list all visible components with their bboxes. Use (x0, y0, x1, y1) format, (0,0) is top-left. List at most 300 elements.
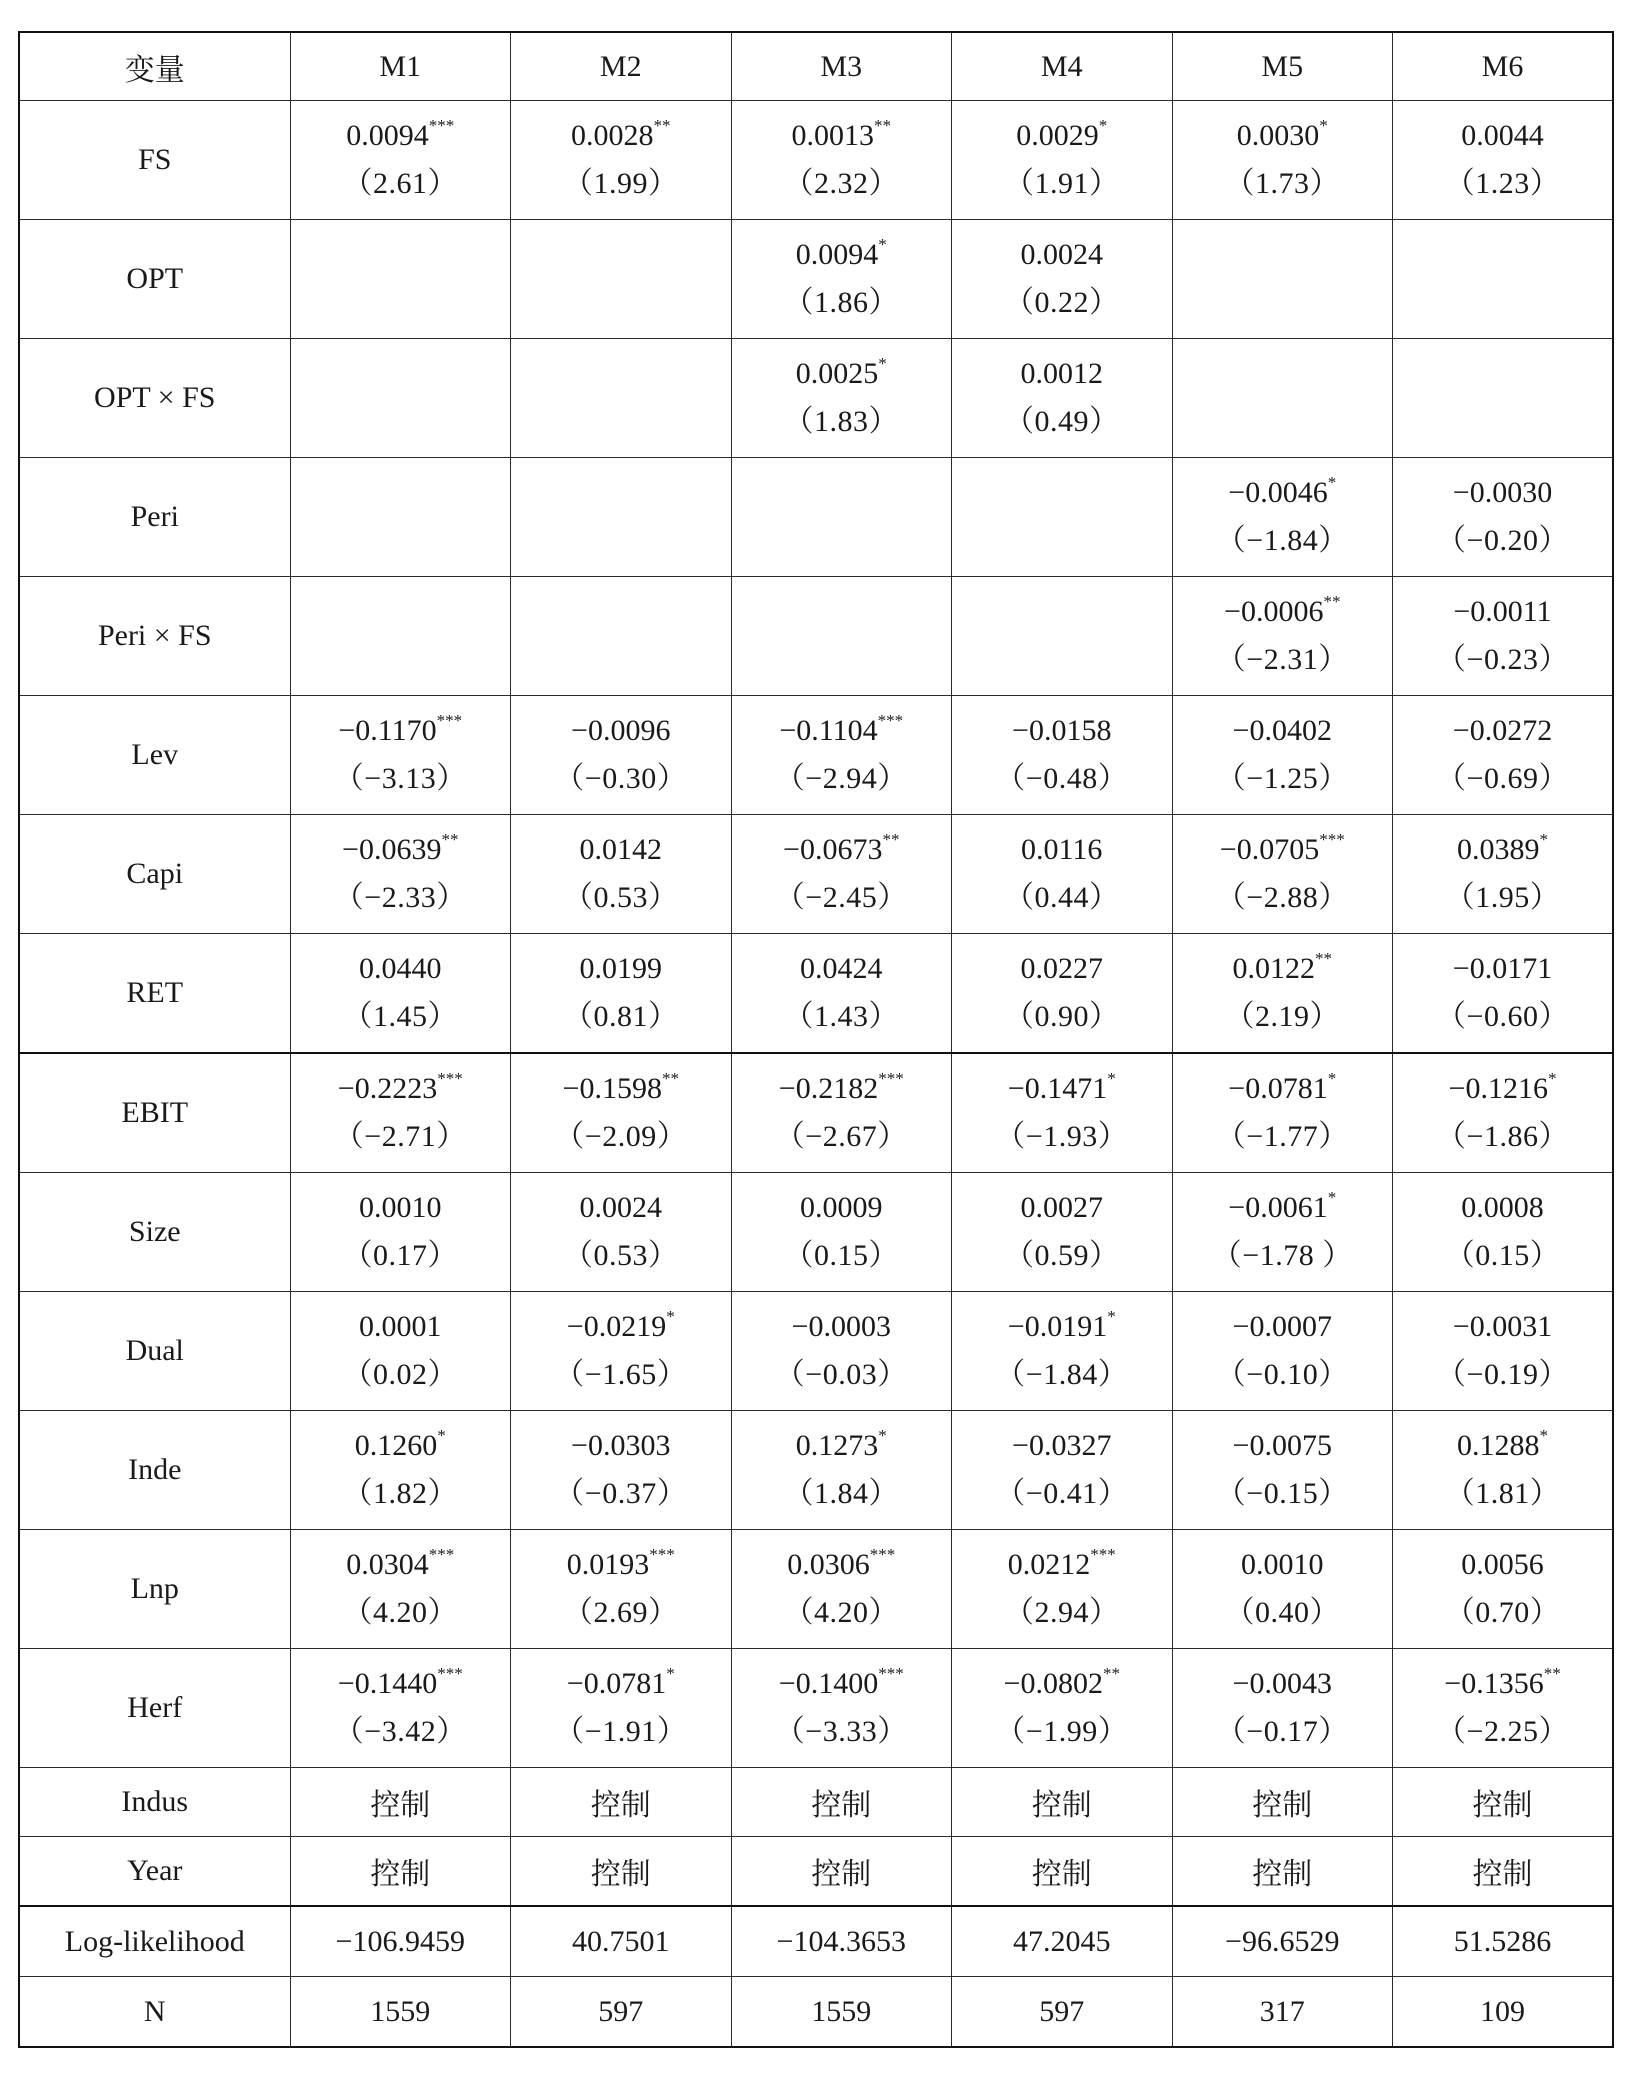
statistic-label: Log-likelihood (19, 1906, 290, 1977)
significance-stars: * (878, 235, 887, 254)
significance-stars: * (437, 1426, 446, 1445)
variable-label: OPT (19, 220, 290, 339)
t-statistic: （1.95） (1444, 881, 1561, 914)
t-statistic: （1.91） (1004, 167, 1120, 200)
coefficient-cell (511, 934, 732, 1054)
coefficient-cell (731, 1530, 952, 1649)
control-value: 控制 (811, 1857, 872, 1892)
coefficient-line (1453, 714, 1552, 748)
coefficient-value: −0.1170 (338, 714, 437, 747)
coefficient-line (787, 1545, 896, 1582)
coefficient-cell (731, 1053, 952, 1173)
coefficient-cell (1393, 1649, 1614, 1768)
t-statistic: （−0.30） (554, 762, 688, 795)
statistic-value: 40.7501 (511, 1906, 732, 1977)
t-statistic: （−0.03） (774, 1358, 908, 1391)
variable-label: RET (19, 934, 290, 1054)
coefficient-value: 0.0193 (566, 1548, 650, 1581)
coefficient-cell (290, 1411, 511, 1530)
coefficient-value: 0.0306 (787, 1548, 870, 1581)
coefficient-cell (511, 339, 732, 458)
t-statistic: （−0.60） (1436, 1000, 1569, 1033)
coefficient-line (562, 1069, 679, 1106)
statistic-value: 317 (1172, 1977, 1393, 2048)
significance-stars: ** (1323, 592, 1341, 611)
t-statistic: （1.43） (783, 1000, 899, 1033)
t-statistic: （1.73） (1224, 167, 1340, 200)
t-statistic: （−3.42） (333, 1715, 467, 1748)
coefficient-value: 0.0029 (1016, 119, 1099, 152)
coefficient-cell (290, 220, 511, 339)
significance-stars: * (1327, 473, 1337, 492)
significance-stars: *** (428, 116, 455, 135)
coefficient-cell (731, 577, 952, 696)
coefficient-line (1228, 1188, 1337, 1225)
t-statistic: （1.23） (1444, 167, 1561, 200)
coefficient-cell (731, 934, 952, 1054)
coefficient-line (1021, 833, 1102, 867)
control-cell (1393, 1768, 1614, 1837)
t-statistic: （0.49） (1004, 405, 1120, 438)
coefficient-cell (952, 101, 1173, 220)
coefficient-line (792, 1310, 891, 1344)
control-value: 控制 (1031, 1857, 1092, 1892)
coefficient-cell (1172, 339, 1393, 458)
statistic-value: 597 (952, 1977, 1173, 2048)
coefficient-cell (731, 458, 952, 577)
coefficient-line (1453, 952, 1552, 986)
coefficient-cell (1172, 101, 1393, 220)
coefficient-cell (1393, 1173, 1614, 1292)
variable-row (19, 101, 1613, 220)
coefficient-cell (1172, 1292, 1393, 1411)
t-statistic: （0.53） (563, 881, 679, 914)
coefficient-line (359, 1191, 442, 1225)
coefficient-value: −0.0075 (1232, 1429, 1332, 1462)
significance-stars: * (1539, 1426, 1548, 1445)
coefficient-line (1232, 949, 1333, 986)
coefficient-cell (731, 1292, 952, 1411)
coefficient-value: 0.0027 (1020, 1191, 1103, 1224)
t-statistic: （0.02） (342, 1358, 458, 1391)
coefficient-cell (290, 1292, 511, 1411)
coefficient-line (1233, 1429, 1332, 1463)
coefficient-cell (290, 1530, 511, 1649)
coefficient-cell (1393, 1411, 1614, 1530)
coefficient-cell (1393, 1053, 1614, 1173)
coefficient-cell (952, 339, 1173, 458)
coefficient-value: −0.0030 (1452, 476, 1553, 509)
t-statistic: （−1.25） (1215, 762, 1349, 795)
model-header: M2 (511, 32, 732, 101)
coefficient-line (778, 1664, 904, 1701)
t-statistic: （−1.93） (995, 1120, 1129, 1153)
coefficient-value: 0.0009 (800, 1191, 883, 1224)
coefficient-cell (290, 815, 511, 934)
control-cell (1172, 1768, 1393, 1837)
variable-row (19, 577, 1613, 696)
coefficient-value: −0.0006 (1224, 595, 1324, 628)
coefficient-cell (511, 101, 732, 220)
significance-stars: * (1319, 116, 1328, 135)
coefficient-cell (952, 1173, 1173, 1292)
coefficient-value: −0.0043 (1232, 1667, 1332, 1700)
coefficient-line (359, 952, 442, 986)
coefficient-line (1021, 952, 1104, 986)
coefficient-cell (1393, 101, 1614, 220)
coefficient-line (337, 1664, 463, 1701)
t-statistic: （−0.37） (554, 1477, 688, 1510)
coefficient-value: −0.0327 (1012, 1429, 1112, 1462)
coefficient-line (354, 1426, 446, 1463)
coefficient-value: 0.0030 (1236, 119, 1320, 152)
t-statistic: （−0.20） (1436, 524, 1569, 557)
control-cell (952, 1837, 1173, 1907)
coefficient-value: 0.0025 (795, 357, 879, 390)
coefficient-line (571, 1429, 670, 1463)
control-value: 控制 (590, 1857, 651, 1892)
significance-stars: *** (869, 1545, 896, 1564)
coefficient-cell (1172, 1173, 1393, 1292)
control-cell (290, 1768, 511, 1837)
variable-row (19, 934, 1613, 1054)
t-statistic: （−2.45） (774, 881, 908, 914)
coefficient-cell (1172, 1649, 1393, 1768)
coefficient-line (566, 1664, 675, 1701)
coefficient-line (791, 116, 892, 153)
variable-row (19, 1411, 1613, 1530)
model-header: M6 (1393, 32, 1614, 101)
coefficient-cell (1393, 577, 1614, 696)
coefficient-line (1233, 1667, 1332, 1701)
coefficient-cell (511, 1053, 732, 1173)
coefficient-line (1016, 116, 1108, 153)
coefficient-value: 0.1260 (354, 1429, 438, 1462)
coefficient-value: −0.0781 (566, 1667, 667, 1700)
t-statistic: （−2.71） (333, 1120, 467, 1153)
model-header: M1 (290, 32, 511, 101)
coefficient-cell (1172, 934, 1393, 1054)
variable-row (19, 1292, 1613, 1411)
coefficient-value: −0.0402 (1232, 714, 1332, 747)
significance-stars: *** (1319, 830, 1345, 849)
header-row (19, 32, 1613, 101)
control-label: Indus (19, 1768, 290, 1837)
coefficient-line (1219, 830, 1345, 867)
t-statistic: （0.15） (1444, 1239, 1561, 1272)
coefficient-value: −0.1216 (1448, 1072, 1548, 1105)
model-header: M5 (1172, 32, 1393, 101)
variable-label: Dual (19, 1292, 290, 1411)
coefficient-value: −0.0031 (1452, 1310, 1553, 1343)
statistic-row (19, 1906, 1613, 1977)
control-cell (511, 1768, 732, 1837)
t-statistic: （0.53） (563, 1239, 679, 1272)
t-statistic: （1.84） (783, 1477, 899, 1510)
coefficient-line (1461, 1191, 1544, 1225)
significance-stars: * (1107, 1307, 1116, 1326)
coefficient-cell (1393, 339, 1614, 458)
coefficient-cell (1172, 458, 1393, 577)
coefficient-cell (1393, 815, 1614, 934)
coefficient-value: 0.0142 (579, 833, 662, 866)
coefficient-line (1241, 1548, 1324, 1582)
variable-label: Inde (19, 1411, 290, 1530)
statistic-value: −104.3653 (731, 1906, 952, 1977)
t-statistic: （4.20） (342, 1596, 458, 1629)
t-statistic: （0.22） (1004, 286, 1120, 319)
coefficient-line (571, 116, 671, 153)
significance-stars: * (878, 1426, 887, 1445)
t-statistic: （−2.88） (1215, 881, 1349, 914)
coefficient-cell (952, 815, 1173, 934)
coefficient-cell (731, 696, 952, 815)
statistic-value: 1559 (290, 1977, 511, 2048)
variable-label: Capi (19, 815, 290, 934)
t-statistic: （−2.94） (774, 762, 908, 795)
significance-stars: ** (1543, 1664, 1561, 1683)
coefficient-value: 0.0010 (1241, 1548, 1324, 1581)
coefficient-cell (1393, 1292, 1614, 1411)
coefficient-value: −0.0272 (1452, 714, 1553, 747)
t-statistic: （4.20） (783, 1596, 899, 1629)
t-statistic: （0.15） (783, 1239, 899, 1272)
t-statistic: （1.99） (563, 167, 679, 200)
coefficient-cell (511, 577, 732, 696)
coefficient-line (1012, 714, 1111, 748)
significance-stars: *** (436, 711, 463, 730)
significance-stars: ** (1102, 1664, 1120, 1683)
control-value: 控制 (370, 1788, 431, 1823)
significance-stars: * (666, 1307, 675, 1326)
significance-stars: ** (1315, 949, 1332, 968)
coefficient-cell (511, 1173, 732, 1292)
significance-stars: * (1547, 1069, 1557, 1088)
statistic-row (19, 1977, 1613, 2048)
coefficient-line (1012, 1429, 1111, 1463)
coefficient-line (1233, 1310, 1332, 1344)
t-statistic: （2.94） (1004, 1596, 1120, 1629)
coefficient-line (1461, 1548, 1544, 1582)
coefficient-cell (1393, 696, 1614, 815)
t-statistic: （−1.84） (995, 1358, 1129, 1391)
coefficient-value: −0.1471 (1007, 1072, 1108, 1105)
control-cell (952, 1768, 1173, 1837)
coefficient-value: −0.1440 (337, 1667, 438, 1700)
coefficient-line (566, 1307, 675, 1344)
control-value: 控制 (1031, 1788, 1092, 1823)
coefficient-cell (290, 696, 511, 815)
coefficient-value: 0.0304 (346, 1548, 429, 1581)
coefficient-cell (1172, 815, 1393, 934)
coefficient-line (346, 116, 455, 153)
coefficient-cell (952, 934, 1173, 1054)
control-cell (731, 1837, 952, 1907)
coefficient-value: −0.0219 (566, 1310, 667, 1343)
statistic-value: −96.6529 (1172, 1906, 1393, 1977)
variable-label: Lev (19, 696, 290, 815)
variable-label: Lnp (19, 1530, 290, 1649)
statistic-value: −106.9459 (290, 1906, 511, 1977)
coefficient-cell (1172, 1411, 1393, 1530)
coefficient-line (580, 1191, 663, 1225)
coefficient-cell (1172, 577, 1393, 696)
coefficient-line (1021, 238, 1104, 272)
control-value: 控制 (590, 1788, 651, 1823)
coefficient-value: 0.0199 (579, 952, 662, 985)
coefficient-value: 0.0094 (795, 238, 879, 271)
t-statistic: （0.70） (1444, 1596, 1561, 1629)
t-statistic: （0.81） (563, 1000, 679, 1033)
t-statistic: （−1.86） (1436, 1120, 1569, 1153)
variable-row (19, 1649, 1613, 1768)
coefficient-value: −0.0003 (791, 1310, 891, 1343)
significance-stars: *** (437, 1664, 463, 1683)
t-statistic: （−0.48） (995, 762, 1129, 795)
significance-stars: ** (874, 116, 891, 135)
coefficient-line (783, 830, 900, 867)
coefficient-line (1453, 1310, 1552, 1344)
coefficient-value: 0.0024 (1020, 238, 1103, 271)
coefficient-value: 0.0024 (579, 1191, 662, 1224)
coefficient-value: −0.2223 (337, 1072, 438, 1105)
coefficient-value: −0.2182 (778, 1072, 879, 1105)
coefficient-cell (511, 696, 732, 815)
coefficient-cell (1393, 934, 1614, 1054)
t-statistic: （1.83） (783, 405, 899, 438)
coefficient-cell (1172, 220, 1393, 339)
coefficient-value: 0.0440 (359, 952, 442, 985)
coefficient-line (1453, 476, 1552, 510)
coefficient-line (1444, 1664, 1561, 1701)
coefficient-line (566, 1545, 675, 1582)
coefficient-cell (290, 458, 511, 577)
coefficient-cell (952, 1649, 1173, 1768)
coefficient-line (1224, 592, 1341, 629)
t-statistic: （2.69） (563, 1596, 679, 1629)
coefficient-value: 0.0389 (1457, 833, 1540, 866)
significance-stars: *** (649, 1545, 675, 1564)
coefficient-cell (731, 815, 952, 934)
coefficient-cell (952, 220, 1173, 339)
significance-stars: * (1327, 1188, 1337, 1207)
t-statistic: （2.19） (1224, 1000, 1340, 1033)
variable-row (19, 1053, 1613, 1173)
coefficient-cell (952, 577, 1173, 696)
variable-header: 变量 (19, 32, 290, 101)
variable-label: Size (19, 1173, 290, 1292)
t-statistic: （−3.33） (774, 1715, 908, 1748)
coefficient-cell (731, 1411, 952, 1530)
t-statistic: （0.59） (1004, 1239, 1120, 1272)
coefficient-cell (511, 1411, 732, 1530)
t-statistic: （−2.09） (554, 1120, 688, 1153)
coefficient-line (1228, 473, 1337, 510)
coefficient-line (1007, 1545, 1116, 1582)
coefficient-value: −0.1400 (778, 1667, 879, 1700)
coefficient-value: 0.0010 (359, 1191, 442, 1224)
coefficient-cell (290, 1053, 511, 1173)
coefficient-cell (731, 101, 952, 220)
coefficient-cell (290, 1649, 511, 1768)
coefficient-line (580, 952, 663, 986)
control-cell (731, 1768, 952, 1837)
control-row (19, 1837, 1613, 1907)
variable-row (19, 696, 1613, 815)
t-statistic: （−2.25） (1436, 1715, 1569, 1748)
t-statistic: （−3.13） (333, 762, 467, 795)
coefficient-value: −0.0705 (1219, 833, 1320, 866)
variable-row (19, 1530, 1613, 1649)
t-statistic: （−1.99） (995, 1715, 1129, 1748)
coefficient-cell (731, 220, 952, 339)
control-label: Year (19, 1837, 290, 1907)
coefficient-value: 0.0227 (1020, 952, 1103, 985)
t-statistic: （−0.19） (1436, 1358, 1569, 1391)
coefficient-cell (290, 934, 511, 1054)
variable-label: OPT × FS (19, 339, 290, 458)
coefficient-cell (731, 1649, 952, 1768)
significance-stars: * (666, 1664, 675, 1683)
coefficient-cell (1393, 458, 1614, 577)
coefficient-line (795, 1426, 887, 1463)
t-statistic: （−1.77） (1215, 1120, 1349, 1153)
variable-row (19, 1173, 1613, 1292)
coefficient-cell (952, 696, 1173, 815)
coefficient-cell (511, 1649, 732, 1768)
statistic-value: 109 (1393, 1977, 1614, 2048)
coefficient-line (800, 1191, 883, 1225)
t-statistic: （2.61） (342, 167, 458, 200)
coefficient-line (580, 833, 663, 867)
coefficient-line (346, 1545, 455, 1582)
coefficient-cell (1172, 1530, 1393, 1649)
significance-stars: ** (653, 116, 671, 135)
coefficient-cell (952, 1053, 1173, 1173)
coefficient-line (359, 1310, 442, 1344)
coefficient-cell (952, 1292, 1173, 1411)
coefficient-value: 0.0116 (1021, 833, 1103, 866)
coefficient-value: 0.0424 (800, 952, 883, 985)
significance-stars: *** (428, 1545, 455, 1564)
coefficient-line (342, 830, 459, 867)
coefficient-value: 0.0122 (1232, 952, 1315, 985)
control-cell (1172, 1837, 1393, 1907)
coefficient-value: −0.1598 (562, 1072, 662, 1105)
t-statistic: （−2.33） (333, 881, 467, 914)
regression-table (18, 31, 1614, 2048)
control-cell (511, 1837, 732, 1907)
statistic-value: 1559 (731, 1977, 952, 2048)
coefficient-cell (1172, 1053, 1393, 1173)
control-value: 控制 (1252, 1788, 1313, 1823)
t-statistic: （0.44） (1004, 881, 1120, 914)
coefficient-value: −0.0011 (1453, 595, 1552, 628)
significance-stars: *** (1090, 1545, 1116, 1564)
coefficient-line (1457, 830, 1548, 867)
significance-stars: * (878, 354, 887, 373)
coefficient-cell (1393, 220, 1614, 339)
coefficient-line (337, 1069, 463, 1106)
variable-label: Herf (19, 1649, 290, 1768)
coefficient-line (779, 711, 904, 748)
coefficient-line (778, 1069, 904, 1106)
coefficient-value: −0.1356 (1444, 1667, 1544, 1700)
t-statistic: （2.32） (783, 167, 899, 200)
regression-table-container (18, 31, 1612, 2048)
coefficient-value: −0.0158 (1012, 714, 1112, 747)
variable-row (19, 220, 1613, 339)
